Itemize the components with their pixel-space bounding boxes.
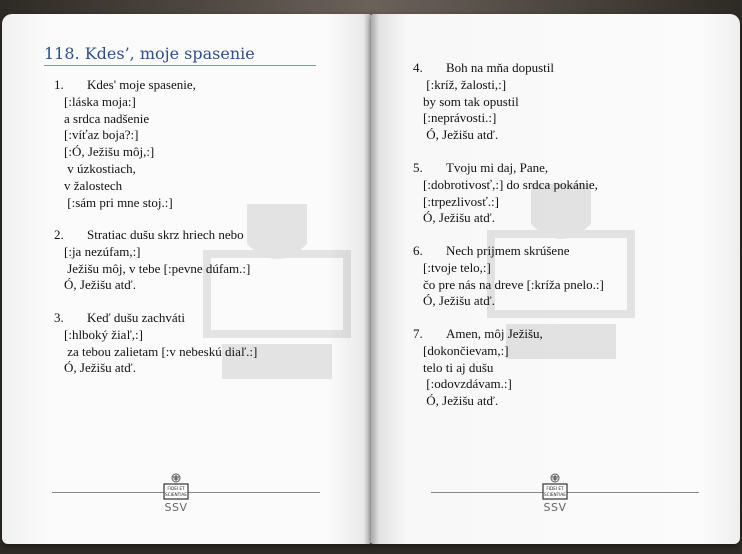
ssv-logo-icon <box>162 473 190 513</box>
verse-line: Boh na mňa dopustil <box>446 60 554 75</box>
verse-line: čo pre nás na dreve [:kríža pnelo.:] <box>423 276 604 292</box>
verse-line: Ó, Ježišu atď. <box>423 127 499 143</box>
left-page[interactable] <box>2 14 371 544</box>
verse-number: 7. <box>413 326 423 341</box>
logo-initials: SSV <box>543 501 567 513</box>
verse-line: [:dobrotivosť,:] do srdca pokánie, <box>423 176 598 192</box>
verse-line: Ježišu môj, v tebe [:pevne dúfam.:] <box>64 260 251 276</box>
verse-number: 5. <box>413 160 423 175</box>
logo-motto-2: SCIENTIAE <box>544 492 566 497</box>
verse-line: Ó, Ježišu atď. <box>64 360 136 376</box>
verse-line: [dokončievam,:] <box>423 342 509 358</box>
verse-number: 3. <box>54 310 64 325</box>
verse-line: [:trpezlivosť.:] <box>423 193 499 209</box>
verse-line: Keď dušu zachváti <box>87 310 185 325</box>
verse-line: [:odovzdávam.:] <box>423 376 512 392</box>
verse-line: [:ja nezúfam,:] <box>64 243 141 259</box>
verse-line: Ó, Ježišu atď. <box>64 277 136 293</box>
verse-7 <box>413 326 543 410</box>
logo-motto-1: FIDEI ET <box>546 486 564 491</box>
verse-number: 4. <box>413 60 423 75</box>
verse-1 <box>54 77 196 211</box>
logo-initials: SSV <box>164 501 188 513</box>
title-divider <box>44 65 316 66</box>
verse-line: [:kríž, žalosti,:] <box>423 76 507 92</box>
verse-2 <box>54 227 250 294</box>
page-title: 118. Kdes’, moje spasenie <box>44 44 255 63</box>
open-book <box>0 14 742 544</box>
verse-number: 6. <box>413 243 423 258</box>
verse-line: [:tvoje telo,:] <box>423 259 491 275</box>
verse-line: v úzkostiach, <box>64 160 136 176</box>
verse-line: za tebou zalietam [:v nebeskú diaľ.:] <box>64 343 258 359</box>
verse-line: a srdca nadšenie <box>64 110 150 126</box>
verse-line: telo ti aj dušu <box>423 359 494 375</box>
verse-line: Stratiac dušu skrz hriech nebo <box>87 227 244 242</box>
verse-line: Ó, Ježišu atď. <box>423 393 499 409</box>
right-page[interactable] <box>371 14 740 544</box>
verse-line: Kdes' moje spasenie, <box>87 77 196 92</box>
verse-line: [:neprávosti.:] <box>423 110 497 126</box>
verse-line: Ó, Ježišu atď. <box>423 293 495 309</box>
verse-5 <box>413 160 598 227</box>
verse-line: [:víťaz boja?:] <box>64 127 139 143</box>
verse-4 <box>413 60 554 144</box>
verse-line: v žalostech <box>64 177 123 193</box>
verse-line: Nech prijmem skrúšene <box>446 243 570 258</box>
verse-6 <box>413 243 604 310</box>
verse-line: [:Ó, Ježišu môj,:] <box>64 144 155 160</box>
ssv-logo-icon <box>541 473 569 513</box>
book-spine <box>363 14 379 544</box>
logo-motto-1: FIDEI ET <box>167 486 185 491</box>
verse-line: [:láska moja:] <box>64 93 136 109</box>
verse-line: [:sám pri mne stoj.:] <box>64 194 173 210</box>
verse-number: 2. <box>54 227 64 242</box>
verse-line: Tvoju mi daj, Pane, <box>446 160 549 175</box>
verse-3 <box>54 310 257 377</box>
verse-line: Ó, Ježišu atď. <box>423 210 495 226</box>
logo-motto-2: SCIENTIAE <box>165 492 187 497</box>
verse-line: by som tak opustil <box>423 93 519 109</box>
verse-line: [:hlboký žiaľ,:] <box>64 326 143 342</box>
verse-line: Amen, môj Ježišu, <box>446 326 543 341</box>
verse-number: 1. <box>54 77 64 92</box>
